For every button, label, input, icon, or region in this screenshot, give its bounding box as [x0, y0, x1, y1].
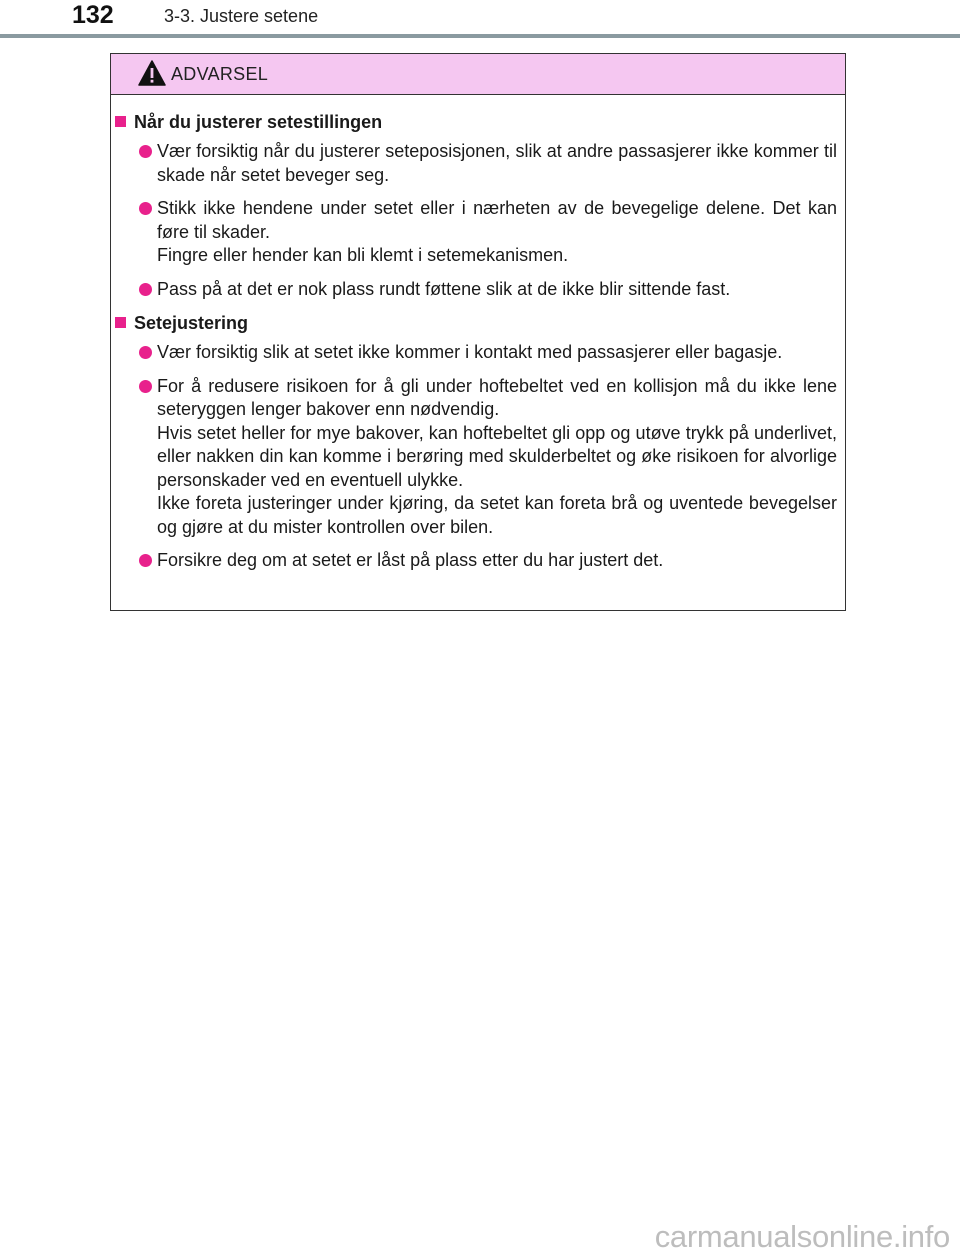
square-bullet-icon	[115, 116, 126, 127]
list-item	[115, 375, 837, 540]
list-item-text: Vær forsiktig når du justerer seteposisjonen, slik at andre passasjerer ikke kommer til skade når setet beveger seg.	[157, 141, 837, 185]
list-item-text: Stikk ikke hendene under setet eller i nærheten av de bevegelige delene. Det kan føre til skader.	[157, 198, 837, 242]
section-heading-text: Setejustering	[134, 313, 249, 333]
list-item-text: Hvis setet heller for mye bakover, kan hoftebeltet gli opp og utøve trykk på underlivet, eller nakken din kan komme i berøring med skulderbeltet og øke risikoen for alvorlige personskader ved en eventuell ulykke.	[157, 422, 837, 490]
section-heading	[115, 110, 837, 134]
square-bullet-icon	[115, 317, 126, 328]
watermark-logo: carmanualsonline.info	[654, 1219, 950, 1254]
round-bullet-icon	[139, 145, 152, 158]
round-bullet-icon	[139, 202, 152, 215]
list-item-text: Forsikre deg om at setet er låst på plass etter du har justert det.	[157, 550, 664, 570]
round-bullet-icon	[139, 380, 152, 393]
warning-box	[110, 53, 846, 611]
list-item	[115, 278, 837, 302]
list-item-text: Ikke foreta justeringer under kjøring, da setet kan foreta brå og uventede bevegelser og gjøre at du mister kontrollen over bilen.	[157, 493, 837, 537]
round-bullet-icon	[139, 554, 152, 567]
round-bullet-icon	[139, 283, 152, 296]
page-number: 132	[72, 1, 114, 29]
list-item	[115, 140, 837, 187]
round-bullet-icon	[139, 346, 152, 359]
section-title: 3-3. Justere setene	[164, 6, 319, 26]
list-item-text: Vær forsiktig slik at setet ikke kommer i kontakt med passasjerer eller bagasje.	[157, 342, 783, 362]
list-item	[115, 549, 837, 573]
warning-header	[111, 54, 845, 95]
list-item	[115, 341, 837, 365]
list-item-text: Fingre eller hender kan bli klemt i setemekanismen.	[157, 245, 569, 265]
warning-label: ADVARSEL	[171, 64, 269, 84]
list-item-text: For å redusere risikoen for å gli under hoftebeltet ved en kollisjon må du ikke lene seteryggen lenger bakover enn nødvendig.	[157, 375, 837, 419]
section-heading	[115, 311, 837, 335]
list-item	[115, 197, 837, 268]
section-heading-text: Når du justerer setestillingen	[134, 112, 383, 132]
warning-triangle-icon	[138, 60, 166, 86]
list-item-text: Pass på at det er nok plass rundt føttene slik at de ikke blir sittende fast.	[157, 278, 731, 299]
warning-body	[111, 95, 845, 573]
header-divider	[0, 34, 960, 38]
page-header	[0, 0, 960, 40]
